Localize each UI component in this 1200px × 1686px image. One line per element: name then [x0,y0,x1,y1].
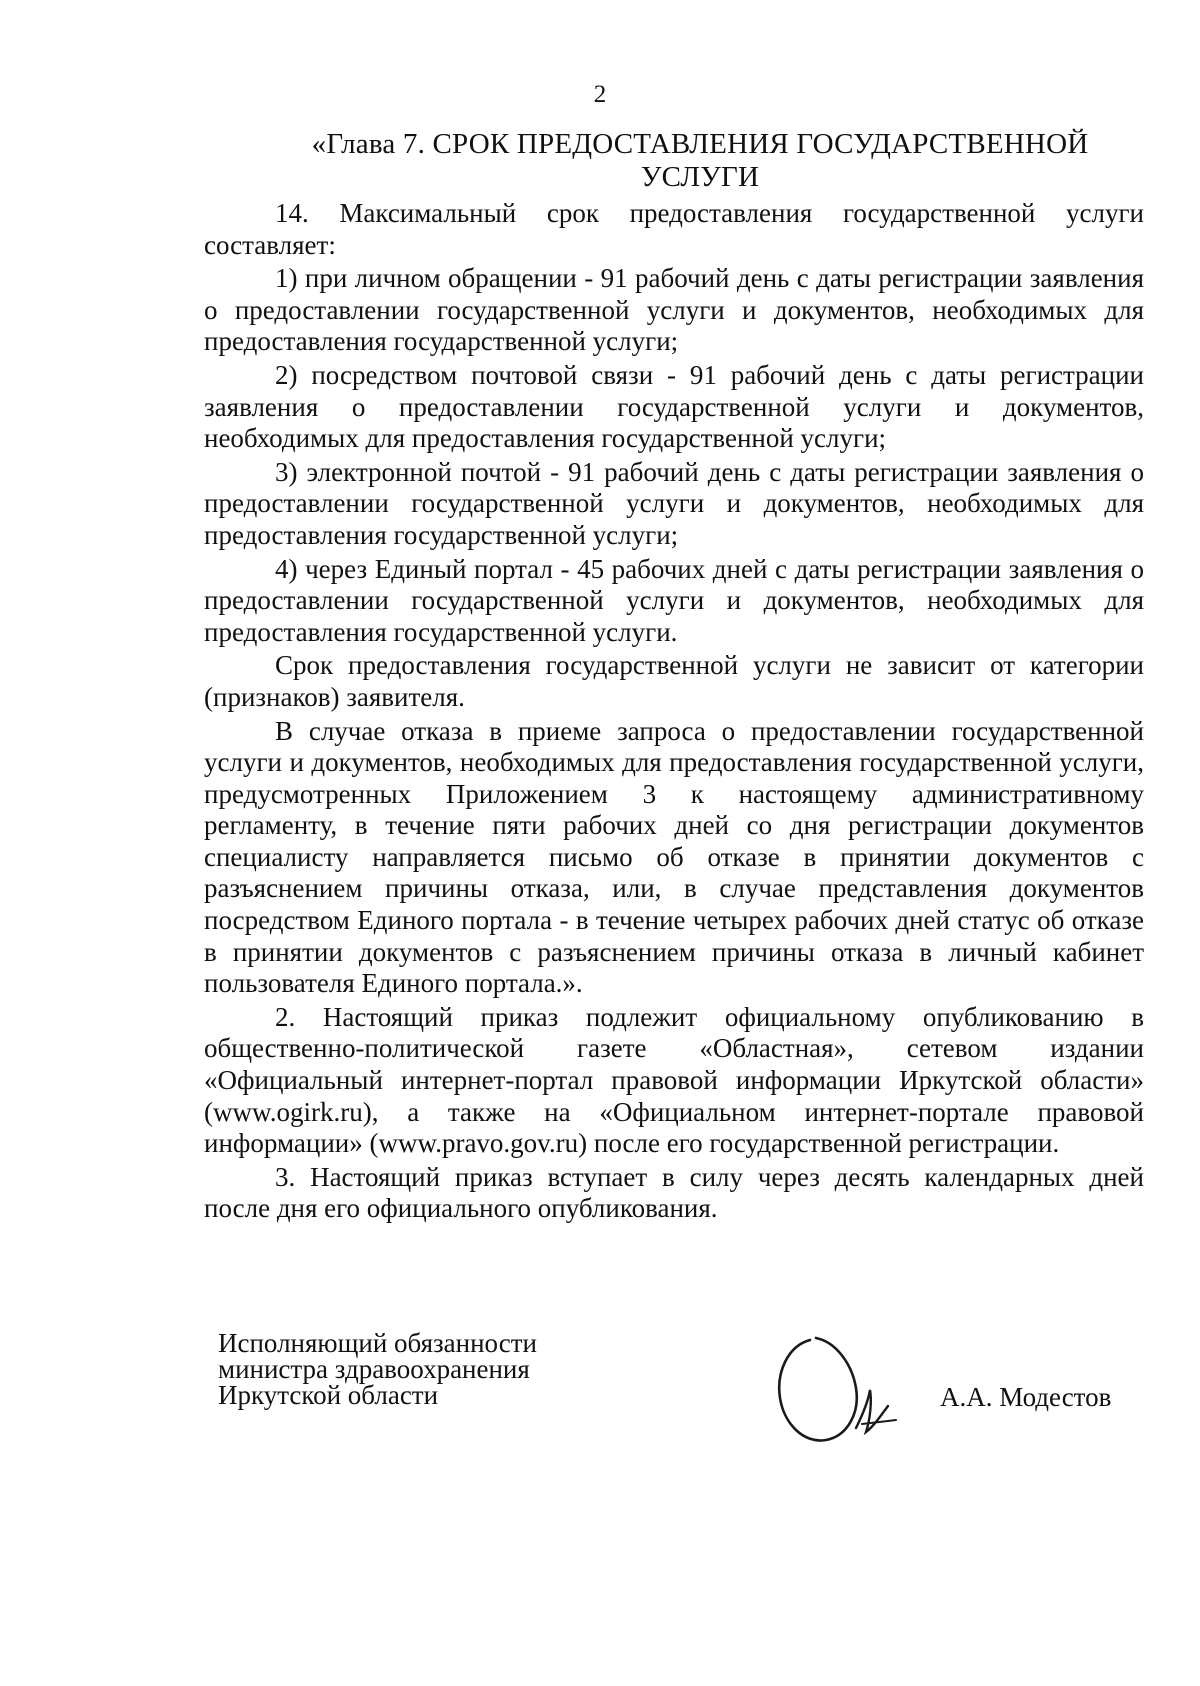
chapter-title [300,128,1100,194]
paragraph-item-3: 3) электронной почтой - 91 рабочий день с даты регистрации заявления о предоставлении государственной услуги и документов, необходимых для предоставления государственной услуги; [204,456,1144,550]
paragraph-14: 14. Максимальный срок предоставления государственной услуги составляет: [204,198,1144,260]
paragraph-refusal: В случае отказа в приеме запроса о предоставлении государственной услуги и документов, необходимых для предоставления государственной услуги, предусмотренных Приложением 3 к настоящему административному регламенту, в течение пяти рабочих дней со дня регистрации документов специалисту направляется письмо об отказе в принятии документов с разъяснением причины отказа, или, в случае представления документов посредством Единого портала - в течение четырех рабочих дней статус об отказе в принятии документов с разъяснением причины отказа в личный кабинет пользователя Единого портала.». [204,715,1144,999]
document-body [204,198,1144,1227]
signatory-position-line1: Исполняющий обязанности [218,1328,537,1358]
signatory-name: А.А. Модестов [940,1382,1112,1412]
paragraph-item-2: 2) посредством почтовой связи - 91 рабочий день с даты регистрации заявления о предоставлении государственной услуги и документов, необходимых для предоставления государственной услуги; [204,359,1144,454]
paragraph-item-4: 4) через Единый портал - 45 рабочих дней с даты регистрации заявления о предоставлении государственной услуги и документов, необходимых для предоставления государственной услуги. [204,553,1144,647]
chapter-title-line2: УСЛУГИ [640,161,760,193]
signatory-position [218,1330,618,1408]
paragraph-term-note: Срок предоставления государственной услуги не зависит от категории (признаков) заявителя. [204,650,1144,712]
signatory-position-line2: министра здравоохранения [218,1354,530,1384]
paragraph-publication: 2. Настоящий приказ подлежит официальному опубликованию в общественно-политической газете «Областная», сетевом издании «Официальный интернет-портал правовой информации Иркутской области» (www.ogirk.ru), а также на «Официальном интернет-портале правовой информации» (www.pravo.gov.ru) после его государственной регистрации. [204,1001,1144,1159]
chapter-title-line1: «Глава 7. СРОК ПРЕДОСТАВЛЕНИЯ ГОСУДАРСТВЕННОЙ [311,128,1089,160]
page-number: 2 [593,81,607,108]
signatory-position-line3: Иркутской области [218,1380,439,1410]
handwritten-signature [770,1332,900,1452]
paragraph-effective-date: 3. Настоящий приказ вступает в силу через десять календарных дней после дня его официального опубликования. [204,1161,1144,1224]
paragraph-item-1: 1) при личном обращении - 91 рабочий день с даты регистрации заявления о предоставлении государственной услуги и документов, необходимых для предоставления государственной услуги; [204,263,1144,357]
